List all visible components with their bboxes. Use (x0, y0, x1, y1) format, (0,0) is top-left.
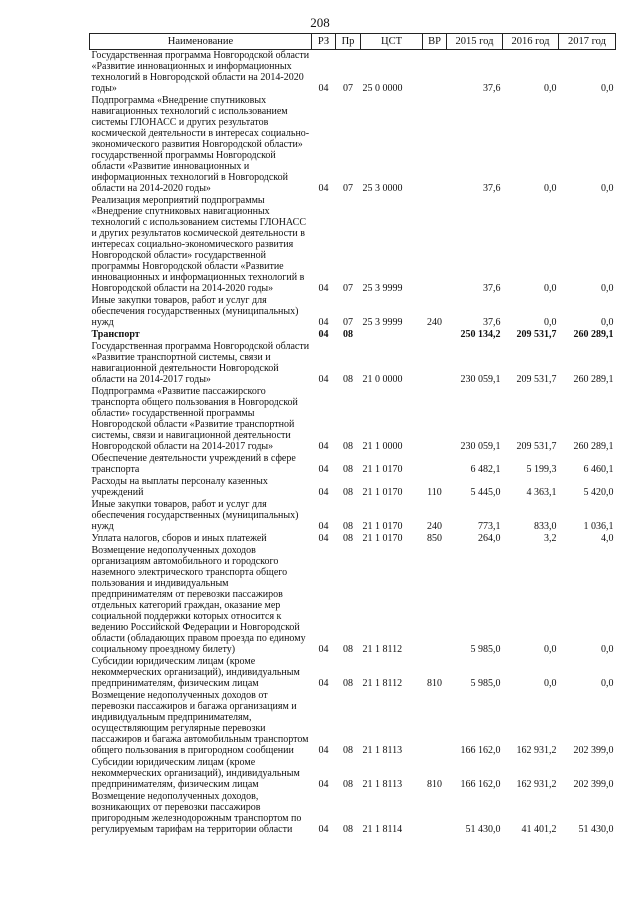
table-row (90, 499, 616, 533)
budget-table (89, 33, 616, 836)
header-2015: 2015 год (447, 34, 503, 50)
cell-vr (423, 791, 447, 836)
cell-2016: 0,0 (544, 183, 557, 194)
table-row (90, 533, 616, 545)
cell-rz: 04 (318, 521, 329, 532)
cell-2017: 6 460,1 (583, 464, 614, 475)
cell-cst: 21 0 0000 (362, 374, 403, 385)
cell-name: Государственная программа Новгородской области «Развитие транспортной системы, связи и навигационной деятельности Новгородской области на 2014-2017 годы» (91, 341, 310, 385)
header-cst: ЦСТ (361, 34, 423, 50)
cell-rz: 04 (318, 441, 329, 452)
cell-2017: 51 430,0 (578, 824, 614, 835)
table-row (90, 545, 616, 656)
cell-2015: 166 162,0 (460, 745, 501, 756)
cell-name: Иные закупки товаров, работ и услуг для обеспечения государственных (муниципальных) нужд (91, 295, 299, 328)
cell-cst: 21 1 8113 (362, 745, 403, 756)
table-row (90, 757, 616, 791)
cell-vr (423, 95, 447, 195)
table-row (90, 50, 616, 96)
cell-2017: 0,0 (601, 283, 614, 294)
cell-2015: 773,1 (478, 521, 501, 532)
cell-2016: 4 363,1 (526, 487, 557, 498)
cell-2015: 264,0 (478, 533, 501, 544)
cell-rz: 04 (318, 317, 329, 328)
cell-cst: 25 0 0000 (362, 83, 403, 94)
cell-2015: 5 445,0 (470, 487, 501, 498)
cell-cst: 21 1 0170 (362, 487, 403, 498)
cell-2017: 5 420,0 (583, 487, 614, 498)
cell-vr: 110 (427, 487, 442, 498)
cell-2016: 5 199,3 (526, 464, 557, 475)
cell-cst: 25 3 0000 (362, 183, 403, 194)
cell-rz: 04 (318, 283, 329, 294)
table-header-row (90, 34, 616, 50)
cell-vr: 810 (427, 779, 442, 790)
cell-2017: 260 289,1 (573, 441, 614, 452)
cell-vr (423, 195, 447, 295)
cell-pr: 08 (343, 745, 353, 756)
cell-name: Возмещение недополученных доходов от перевозки пассажиров и багажа организациям и индивидуальным предпринимателям, осуществляющим регулярные перевозки пассажиров и багажа автомобильным транспортом общего пользования в пригородном сообщении (91, 690, 309, 756)
cell-pr: 08 (343, 779, 353, 790)
table-row (90, 791, 616, 836)
cell-2017: 0,0 (601, 183, 614, 194)
cell-rz: 04 (318, 464, 329, 475)
cell-rz: 04 (318, 745, 329, 756)
cell-vr: 240 (427, 317, 442, 328)
cell-vr: 240 (427, 521, 442, 532)
cell-2016: 162 931,2 (516, 779, 557, 790)
cell-2017: 260 289,1 (573, 374, 614, 385)
cell-vr (423, 386, 447, 453)
cell-2015: 6 482,1 (470, 464, 501, 475)
cell-2015: 37,6 (483, 183, 501, 194)
cell-cst: 21 1 0170 (362, 464, 403, 475)
cell-2016: 3,2 (544, 533, 557, 544)
cell-2015: 5 985,0 (470, 644, 501, 655)
cell-2016: 209 531,7 (516, 441, 557, 452)
cell-pr: 07 (343, 83, 353, 94)
table-row (90, 386, 616, 453)
table-row (90, 329, 616, 341)
cell-name: Возмещение недополученных доходов организациям автомобильного и городского наземного электрического транспорта общего пользования и индивидуальным предпринимателям от перевозки пассажиров отдельных категорий граждан, оказание мер социальной поддержки которых относится к ведению Российской Федерации и Новгородской области (обладающих правом проезда по единому социальному проездному билету) (91, 545, 306, 655)
cell-name: Транспорт (91, 329, 140, 340)
cell-name: Субсидии юридическим лицам (кроме некоммерческих организаций), индивидуальным предпринимателям, физическим лицам (91, 757, 300, 790)
cell-cst: 21 1 0170 (362, 533, 403, 544)
cell-2016: 0,0 (544, 83, 557, 94)
cell-2016: 162 931,2 (516, 745, 557, 756)
cell-2015: 230 059,1 (460, 441, 501, 452)
cell-name: Иные закупки товаров, работ и услуг для обеспечения государственных (муниципальных) нужд (91, 499, 299, 532)
cell-vr (423, 329, 447, 341)
header-rz: РЗ (312, 34, 336, 50)
table-row (90, 476, 616, 499)
cell-2016: 209 531,7 (516, 374, 557, 385)
cell-cst: 21 1 8112 (362, 678, 403, 689)
cell-2015: 166 162,0 (460, 779, 501, 790)
cell-2017: 0,0 (601, 644, 614, 655)
cell-cst (361, 329, 423, 341)
cell-2016: 833,0 (534, 521, 557, 532)
cell-cst: 25 3 9999 (362, 283, 403, 294)
header-vr: ВР (423, 34, 447, 50)
cell-rz: 04 (318, 374, 329, 385)
cell-name: Возмещение недополученных доходов, возникающих от перевозки пассажиров пригородным железнодорожным транспортом по регулируемым тарифам на территории области (91, 791, 302, 835)
cell-2015: 37,6 (483, 317, 501, 328)
cell-name: Субсидии юридическим лицам (кроме некоммерческих организаций), индивидуальным предпринимателям, физическим лицам (91, 656, 300, 689)
cell-name: Уплата налогов, сборов и иных платежей (91, 533, 267, 544)
header-pr: Пр (336, 34, 361, 50)
cell-2016: 0,0 (544, 317, 557, 328)
cell-pr: 08 (343, 521, 353, 532)
cell-pr: 07 (343, 317, 353, 328)
cell-pr: 08 (343, 533, 353, 544)
cell-vr (423, 453, 447, 476)
cell-2016: 41 401,2 (521, 824, 557, 835)
cell-vr: 850 (427, 533, 442, 544)
cell-2017: 202 399,0 (573, 745, 614, 756)
cell-2015: 37,6 (483, 283, 501, 294)
table-row (90, 690, 616, 757)
table-row (90, 195, 616, 295)
cell-rz: 04 (318, 183, 329, 194)
cell-vr (423, 50, 447, 96)
cell-2017: 0,0 (601, 317, 614, 328)
cell-rz: 04 (318, 678, 329, 689)
cell-pr: 08 (343, 644, 353, 655)
cell-vr (423, 341, 447, 386)
cell-cst: 21 1 0170 (362, 521, 403, 532)
cell-name: Подпрограмма «Развитие пассажирского транспорта общего пользования в Новгородской области» государственной программы Новгородской области «Развитие транспортной системы, связи и навигационной деятельности Новгородской области на 2014-2017 годы» (91, 386, 298, 452)
table-row (90, 95, 616, 195)
cell-rz: 04 (318, 644, 329, 655)
table-row (90, 341, 616, 386)
header-2017: 2017 год (559, 34, 616, 50)
cell-2015: 230 059,1 (460, 374, 501, 385)
cell-2016: 0,0 (544, 644, 557, 655)
cell-2016: 209 531,7 (516, 329, 557, 340)
cell-pr: 08 (343, 678, 353, 689)
cell-name: Обеспечение деятельности учреждений в сфере транспорта (91, 453, 296, 475)
cell-cst: 21 1 8112 (362, 644, 403, 655)
cell-cst: 25 3 9999 (362, 317, 403, 328)
cell-2016: 0,0 (544, 283, 557, 294)
cell-cst: 21 1 8113 (362, 779, 403, 790)
cell-2017: 4,0 (601, 533, 614, 544)
cell-2015: 37,6 (483, 83, 501, 94)
cell-pr: 08 (343, 487, 353, 498)
cell-pr: 08 (343, 464, 353, 475)
table-row (90, 453, 616, 476)
cell-rz: 04 (318, 329, 329, 340)
cell-2017: 202 399,0 (573, 779, 614, 790)
table-row (90, 656, 616, 690)
cell-name: Подпрограмма «Внедрение спутниковых навигационных технологий с использованием системы ГЛОНАСС и других результатов космической деятельности в интересах социально-экономического развития Новгородской области» государственной программы Новгородской области «Развитие инновационных и информационных технологий в Новгородской области на 2014-2020 годы» (91, 95, 310, 194)
cell-rz: 04 (318, 83, 329, 94)
page-number: 208 (310, 15, 330, 30)
header-name: Наименование (90, 34, 312, 50)
cell-rz: 04 (318, 824, 329, 835)
cell-pr: 07 (343, 283, 353, 294)
cell-2015: 250 134,2 (460, 329, 501, 340)
cell-name: Государственная программа Новгородской области «Развитие инновационных и информационных технологий в Новгородской области на 2014-2020 годы» (91, 50, 310, 94)
cell-pr: 07 (343, 183, 353, 194)
cell-name: Расходы на выплаты персоналу казенных учреждений (91, 476, 268, 498)
cell-2017: 260 289,1 (573, 329, 614, 340)
cell-2017: 0,0 (601, 678, 614, 689)
cell-pr: 08 (343, 374, 353, 385)
header-2016: 2016 год (503, 34, 559, 50)
cell-pr: 08 (343, 824, 353, 835)
cell-pr: 08 (343, 441, 353, 452)
cell-vr (423, 545, 447, 656)
cell-2017: 1 036,1 (583, 521, 614, 532)
cell-vr: 810 (427, 678, 442, 689)
cell-cst: 21 1 8114 (362, 824, 403, 835)
cell-2015: 51 430,0 (465, 824, 501, 835)
cell-vr (423, 690, 447, 757)
cell-rz: 04 (318, 779, 329, 790)
cell-rz: 04 (318, 487, 329, 498)
cell-2015: 5 985,0 (470, 678, 501, 689)
cell-rz: 04 (318, 533, 329, 544)
cell-cst: 21 1 0000 (362, 441, 403, 452)
cell-name: Реализация мероприятий подпрограммы «Внедрение спутниковых навигационных технологий с использованием системы ГЛОНАСС и других результатов космической деятельности в интересах социально-экономического развития Новгородской области» государственной программы Новгородской области «Развитие инновационных и информационных технологий в Новгородской области на 2014-2020 годы» (91, 195, 306, 294)
table-row (90, 295, 616, 329)
cell-2017: 0,0 (601, 83, 614, 94)
cell-pr: 08 (343, 329, 353, 340)
cell-2016: 0,0 (544, 678, 557, 689)
